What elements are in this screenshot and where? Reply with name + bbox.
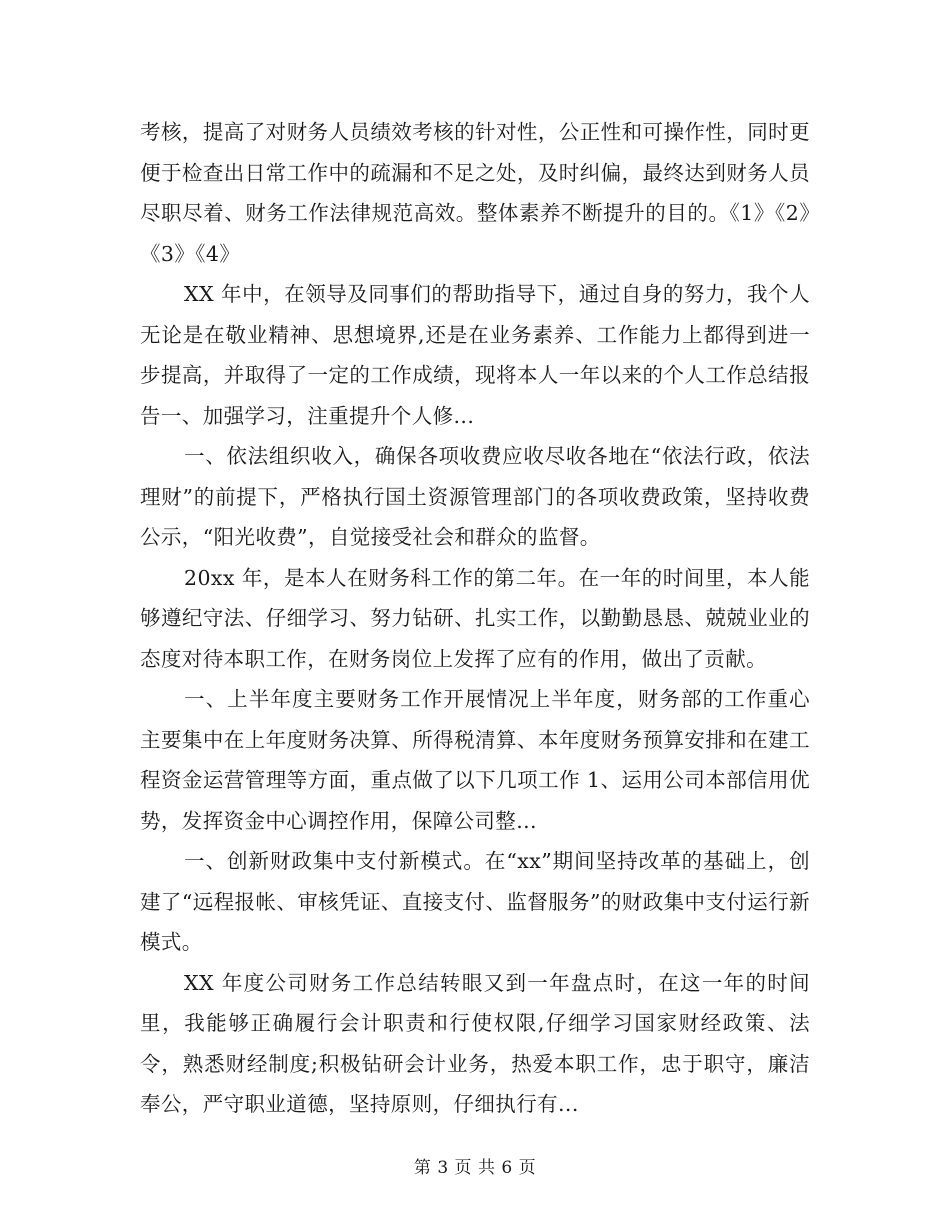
paragraph: 一、依法组织收入，确保各项收费应收尽收各地在“依法行政，依法理财”的前提下，严格执行国土资源管理部门的各项收费政策，坚持收费公示，“阳光收费”，自觉接受社会和群众的监督。 — [140, 444, 810, 549]
paragraph: 一、创新财政集中支付新模式。在“xx”期间坚持改革的基础上，创建了“远程报帐、审核凭证、直接支付、监督服务”的财政集中支付运行新模式。 — [140, 849, 810, 954]
paragraph: XX 年度公司财务工作总结转眼又到一年盘点时，在这一年的时间里，我能够正确履行会计职责和行使权限,仔细学习国家财经政策、法令，熟悉财经制度;积极钻研会计业务，热爱本职工作，忠于职守，廉洁奉公，严守职业道德，坚持原则，仔细执行有... — [140, 970, 810, 1116]
paragraph: XX 年中，在领导及同事们的帮助指导下，通过自身的努力，我个人无论是在敬业精神、思想境界,还是在业务素养、工作能力上都得到进一步提高，并取得了一定的工作成绩，现将本人一年以来的个人工作总结报告一、加强学习，注重提升个人修... — [140, 282, 810, 428]
paragraph: 20xx 年，是本人在财务科工作的第二年。在一年的时间里，本人能够遵纪守法、仔细学习、努力钻研、扎实工作，以勤勤恳恳、兢兢业业的态度对待本职工作，在财务岗位上发挥了应有的作用，做出了贡献。 — [140, 565, 810, 671]
paragraph-continuation: 考核，提高了对财务人员绩效考核的针对性，公正性和可操作性，同时更便于检查出日常工作中的疏漏和不足之处，及时纠偏，最终达到财务人员尽职尽着、财务工作法律规范高效。整体素养不断提升的目的。《1》《2》《3》《4》 — [140, 120, 810, 266]
document-body — [140, 112, 810, 1125]
paragraph: 一、上半年度主要财务工作开展情况上半年度，财务部的工作重心主要集中在上年度财务决算、所得税清算、本年度财务预算安排和在建工程资金运营管理等方面，重点做了以下几项工作 1、运用公司本部信用优势，发挥资金中心调控作用，保障公司整... — [140, 687, 810, 833]
page-number-footer: 第 3 页 共 6 页 — [413, 1158, 537, 1178]
